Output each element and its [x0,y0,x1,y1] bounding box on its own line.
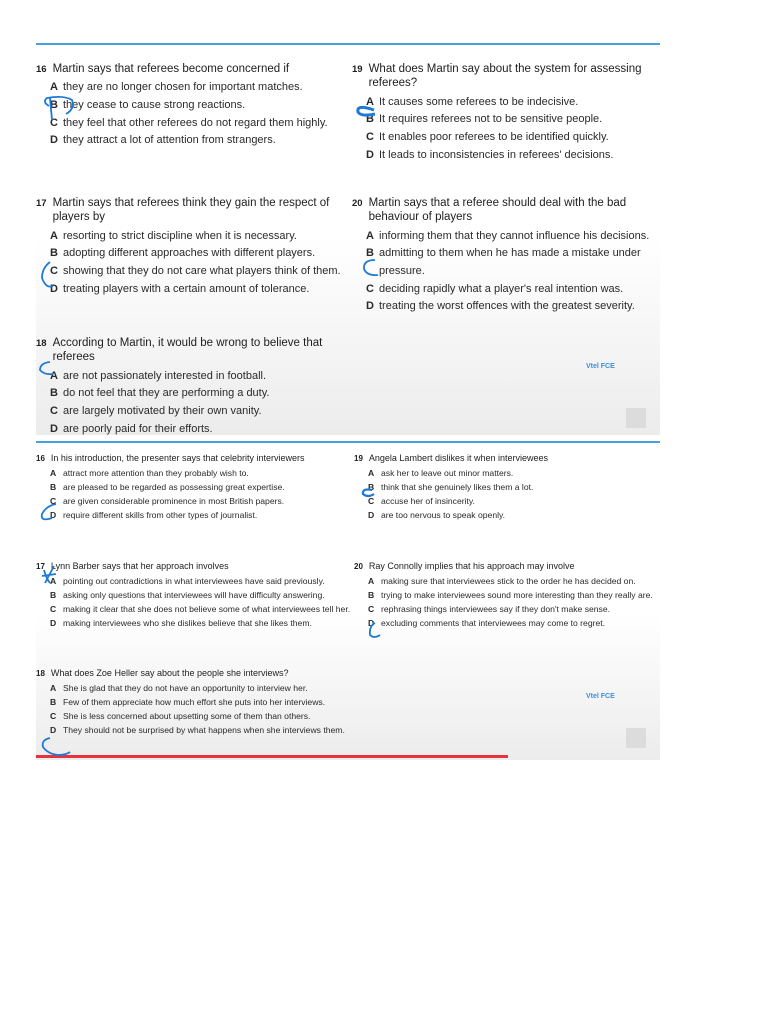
option-c[interactable]: C are given considerable prominence in most British papers. [50,495,285,506]
option-a[interactable]: A are not passionately interested in football. [50,369,267,382]
quiz-panel-top [36,40,660,435]
question-number: 16 [36,64,47,75]
option-d[interactable]: D They should not be surprised by what happens when she interviews them. [50,724,345,735]
question-stem: What does Zoe Heller say about the people she interviews? [50,668,289,678]
question-block [352,196,658,316]
option-b[interactable]: B think that she genuinely likes them a lot. [368,482,534,492]
pen-mark-18d [43,738,70,755]
option-d[interactable]: D they attract a lot of attention from strangers. [50,134,276,147]
option-c[interactable]: C It enables poor referees to be identified quickly. [366,130,609,143]
question-stem: Lynn Barber says that her approach involves [50,561,229,571]
watermark-icon [626,408,646,428]
middle-blue-rule [36,441,660,443]
option-a[interactable]: A It causes some referees to be indecisive. [366,95,579,108]
question-number: 17 [36,198,47,209]
option-d[interactable]: D It leads to inconsistencies in referees' decisions. [366,148,614,161]
question-number: 19 [352,64,363,75]
option-a[interactable]: A attract more attention than they probably wish to. [50,468,249,479]
question-block [36,62,346,150]
question-stem: Ray Connolly implies that his approach may involve [368,561,575,571]
question-number: 19 [354,454,363,463]
question-stem: Martin says that referees think they gain the respect of players by [52,197,330,224]
question-block [36,561,354,630]
question-block [36,196,346,298]
question-number: 20 [354,562,363,571]
option-b[interactable]: B do not feel that they are performing a duty. [50,387,270,400]
question-block [36,668,354,737]
option-a[interactable]: A ask her to leave out minor matters. [368,468,514,479]
question-stem: What does Martin say about the system for assessing referees? [368,63,642,90]
option-a[interactable]: A She is glad that they do not have an opportunity to interview her. [50,683,308,694]
video-progress-bar [36,755,508,758]
brand-label: Vtel FCE [586,693,615,700]
option-c[interactable]: C are largely motivated by their own vanity. [50,404,262,417]
question-stem: Angela Lambert dislikes it when interviewees [368,453,548,463]
option-d[interactable]: D treating the worst offences with the greatest severity. [366,300,635,313]
question-block [36,453,346,522]
option-c[interactable]: C accuse her of insincerity. [368,495,475,506]
question-stem: Martin says that referees become concerned if [52,63,290,75]
option-b[interactable]: B Few of them appreciate how much effort she puts into her interviews. [50,697,326,707]
option-c[interactable]: C She is less concerned about upsetting some of them than others. [50,710,311,721]
option-b[interactable]: B trying to make interviewees sound more interesting than they really are. [368,590,653,600]
quiz-panel-bottom [36,438,660,760]
question-number: 17 [36,562,45,571]
question-number: 18 [36,669,45,678]
question-stem: In his introduction, the presenter says that celebrity interviewers [50,453,305,463]
question-number: 20 [352,198,363,209]
option-c[interactable]: C they feel that other referees do not regard them highly. [50,116,328,129]
option-d[interactable]: D treating players with a certain amount of tolerance. [50,282,310,295]
option-d[interactable]: D are too nervous to speak openly. [368,509,506,520]
option-c[interactable]: C rephrasing things interviewees say if they don't make sense. [368,603,611,614]
question-stem: Martin says that a referee should deal with the bad behaviour of players [368,197,627,224]
option-a[interactable]: A pointing out contradictions in what interviewees have said previously. [50,576,325,587]
option-b[interactable]: B they cease to cause strong reactions. [50,98,246,111]
question-stem: According to Martin, it would be wrong to believe that referees [52,337,323,364]
option-d[interactable]: D excluding comments that interviewees may come to regret. [368,617,606,628]
option-d[interactable]: D making interviewees who she dislikes believe that she likes them. [50,617,312,628]
top-blue-rule [36,43,660,45]
option-a[interactable]: A they are no longer chosen for important matches. [50,81,303,94]
option-c[interactable]: C deciding rapidly what a player's real intention was. [366,282,624,295]
option-b[interactable]: B It requires referees not to be sensitive people. [366,113,603,126]
option-d[interactable]: D require different skills from other types of journalist. [50,509,258,520]
option-a[interactable]: A resorting to strict discipline when it is necessary. [50,229,297,242]
option-b[interactable]: B asking only questions that interviewees will have difficulty answering. [50,590,325,600]
question-block [352,62,658,164]
option-c[interactable]: C making it clear that she does not believe some of what interviewees tell her. [50,603,351,614]
question-number: 18 [36,338,47,349]
option-d[interactable]: D are poorly paid for their efforts. [50,422,213,435]
brand-label: Vtel FCE [586,363,615,370]
question-block [354,453,658,522]
question-number: 16 [36,454,45,463]
question-block [36,336,346,435]
option-c[interactable]: C showing that they do not care what players think of them. [50,264,341,277]
option-a[interactable]: A informing them that they cannot influence his decisions. [366,229,650,242]
option-b[interactable]: B are pleased to be regarded as possessing great expertise. [50,482,285,492]
option-a[interactable]: A making sure that interviewees stick to the order he has decided on. [368,576,636,587]
option-b[interactable]: B admitting to them when he has made a mistake under pressure. [366,247,641,277]
watermark-icon [626,728,646,748]
question-block [354,561,660,630]
option-b[interactable]: B adopting different approaches with different players. [50,247,316,260]
